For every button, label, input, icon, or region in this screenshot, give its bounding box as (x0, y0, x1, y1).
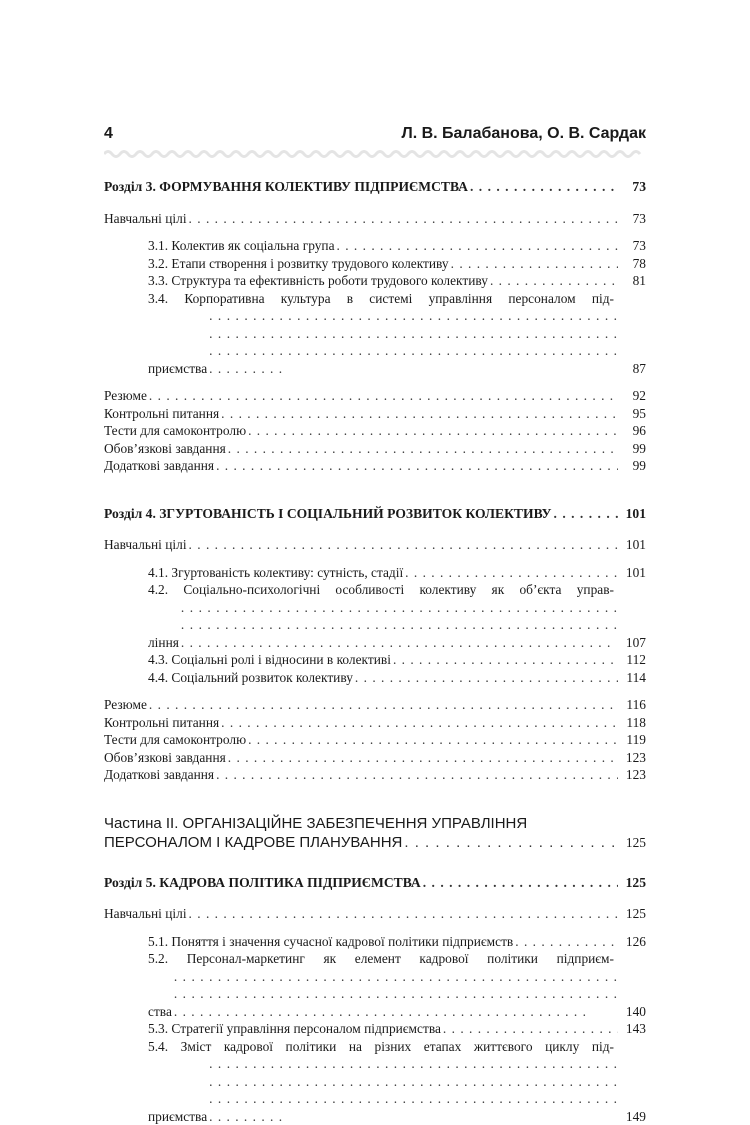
toc-page: 140 (620, 1003, 646, 1021)
toc-entry[interactable] (104, 440, 646, 458)
toc-leader (404, 833, 618, 852)
toc-leader (149, 696, 618, 714)
toc-leader (216, 766, 618, 784)
toc-leader (174, 968, 618, 1021)
toc-title: 5.3. Стратегії управління персоналом підприємства (148, 1020, 441, 1038)
toc-title: 4.3. Соціальні ролі і відносини в колективі (148, 651, 391, 669)
toc-entry[interactable] (104, 457, 646, 475)
toc-page: 119 (620, 731, 646, 749)
toc-title: Обов’язкові завдання (104, 749, 226, 767)
toc-leader (451, 255, 618, 273)
toc-leader (209, 307, 618, 377)
toc-entry[interactable] (104, 210, 646, 228)
toc-entry[interactable] (104, 950, 646, 1020)
toc-title: Додаткові завдання (104, 766, 214, 784)
toc-leader (443, 1020, 618, 1038)
toc-page: 123 (620, 766, 646, 784)
toc-entry[interactable] (104, 581, 646, 651)
toc-entry[interactable] (104, 696, 646, 714)
toc-leader (221, 714, 618, 732)
toc-title: Контрольні питання (104, 714, 219, 732)
toc-leader (490, 272, 618, 290)
toc-entry[interactable] (104, 651, 646, 669)
toc-leader (189, 905, 618, 923)
toc-page: 92 (620, 387, 646, 405)
toc-leader (181, 599, 618, 652)
toc-title-line1: 5.4. Зміст кадрової політики на різних етапах життєвого циклу під- (148, 1038, 646, 1056)
toc-entry[interactable] (104, 564, 646, 582)
toc-entry[interactable] (104, 905, 646, 923)
toc-entry[interactable] (104, 1038, 646, 1125)
toc-page: 125 (620, 905, 646, 923)
toc-title: Розділ 3. ФОРМУВАННЯ КОЛЕКТИВУ ПІДПРИЄМСТВА (104, 178, 468, 196)
toc-title-line2: ства (148, 1003, 172, 1021)
toc-title: Навчальні цілі (104, 536, 187, 554)
authors: Л. В. Балабанова, О. В. Сардак (401, 125, 646, 143)
toc-page: 149 (620, 1108, 646, 1125)
toc-leader (189, 536, 618, 554)
toc-title-line1: 5.2. Персонал-маркетинг як елемент кадрової політики підприєм- (148, 950, 646, 968)
toc-page: 73 (620, 178, 646, 196)
toc-page: 101 (620, 505, 646, 523)
toc-leader (209, 1055, 618, 1125)
toc-title: Контрольні питання (104, 405, 219, 423)
toc-title: 3.1. Колектив як соціальна група (148, 237, 335, 255)
toc-title: Навчальні цілі (104, 905, 187, 923)
toc-page: 87 (620, 360, 646, 378)
toc-title: Обов’язкові завдання (104, 440, 226, 458)
toc-page: 96 (620, 422, 646, 440)
toc-page: 73 (620, 210, 646, 228)
toc-title: Розділ 4. ЗГУРТОВАНІСТЬ І СОЦІАЛЬНИЙ РОЗВИТОК КОЛЕКТИВУ (104, 505, 552, 523)
toc-entry[interactable] (104, 422, 646, 440)
toc-page: 78 (620, 255, 646, 273)
toc-entry[interactable] (104, 405, 646, 423)
toc-title: 4.1. Згуртованість колективу: сутність, стадії (148, 564, 403, 582)
toc-title: Резюме (104, 387, 147, 405)
toc-page: 112 (620, 651, 646, 669)
toc-leader (393, 651, 618, 669)
toc-entry[interactable] (104, 387, 646, 405)
toc-title-line2: ПЕРСОНАЛОМ І КАДРОВЕ ПЛАНУВАННЯ (104, 833, 402, 852)
toc-page: 114 (620, 669, 646, 687)
toc-page: 107 (620, 634, 646, 652)
toc-entry[interactable] (104, 669, 646, 687)
toc-title: Тести для самоконтролю (104, 731, 246, 749)
toc-title-line2: приємства (148, 360, 207, 378)
toc-leader (248, 422, 618, 440)
toc-leader (216, 457, 618, 475)
toc-page: 81 (620, 272, 646, 290)
toc-leader (228, 749, 618, 767)
toc-page: 125 (620, 874, 646, 892)
toc-entry-part[interactable] (104, 814, 646, 852)
toc-title: Додаткові завдання (104, 457, 214, 475)
toc-title: Навчальні цілі (104, 210, 187, 228)
toc-leader (355, 669, 618, 687)
toc-page: 73 (620, 237, 646, 255)
toc-entry[interactable] (104, 290, 646, 378)
toc-title-line2: приємства (148, 1108, 207, 1125)
toc-leader (221, 405, 618, 423)
toc-page: 116 (620, 696, 646, 714)
toc-entry[interactable] (104, 933, 646, 951)
table-of-contents (104, 178, 646, 1125)
toc-leader (554, 505, 618, 523)
toc-leader (515, 933, 618, 951)
toc-page: 99 (620, 457, 646, 475)
page-number: 4 (104, 125, 113, 143)
toc-entry[interactable] (104, 272, 646, 290)
toc-leader (423, 874, 618, 892)
toc-leader (248, 731, 618, 749)
toc-entry[interactable] (104, 505, 646, 523)
toc-entry[interactable] (104, 874, 646, 892)
toc-entry[interactable] (104, 749, 646, 767)
toc-leader (149, 387, 618, 405)
toc-entry[interactable] (104, 714, 646, 732)
toc-title: Розділ 5. КАДРОВА ПОЛІТИКА ПІДПРИЄМСТВА (104, 874, 421, 892)
toc-title-line1: 4.2. Соціально-психологічні особливості колективу як об’єкта управ- (148, 581, 646, 599)
toc-entry[interactable] (104, 766, 646, 784)
toc-page: 125 (620, 833, 646, 852)
toc-title-line1: Частина ІІ. ОРГАНІЗАЦІЙНЕ ЗАБЕЗПЕЧЕННЯ УПРАВЛІННЯ (104, 814, 646, 833)
toc-title: Тести для самоконтролю (104, 422, 246, 440)
decorative-wave-divider (104, 148, 646, 160)
toc-page: 95 (620, 405, 646, 423)
toc-leader (470, 178, 618, 196)
toc-title-line1: 3.4. Корпоративна культура в системі управління персоналом під- (148, 290, 646, 308)
toc-page: 101 (620, 564, 646, 582)
toc-entry[interactable] (104, 255, 646, 273)
toc-entry[interactable] (104, 237, 646, 255)
toc-entry[interactable] (104, 178, 646, 196)
toc-title: Резюме (104, 696, 147, 714)
toc-leader (337, 237, 618, 255)
toc-title-line2: ління (148, 634, 179, 652)
toc-title: 5.1. Поняття і значення сучасної кадрової політики підприємств (148, 933, 513, 951)
toc-page: 143 (620, 1020, 646, 1038)
toc-page: 101 (620, 536, 646, 554)
toc-entry[interactable] (104, 1020, 646, 1038)
toc-leader (189, 210, 618, 228)
toc-entry[interactable] (104, 536, 646, 554)
toc-page: 126 (620, 933, 646, 951)
toc-title: 4.4. Соціальний розвиток колективу (148, 669, 353, 687)
toc-leader (405, 564, 618, 582)
toc-title: 3.3. Структура та ефективність роботи трудового колективу (148, 272, 488, 290)
toc-page: 99 (620, 440, 646, 458)
toc-entry[interactable] (104, 731, 646, 749)
toc-page: 118 (620, 714, 646, 732)
toc-title: 3.2. Етапи створення і розвитку трудового колективу (148, 255, 449, 273)
toc-leader (228, 440, 618, 458)
toc-page: 123 (620, 749, 646, 767)
page-header (104, 125, 646, 149)
